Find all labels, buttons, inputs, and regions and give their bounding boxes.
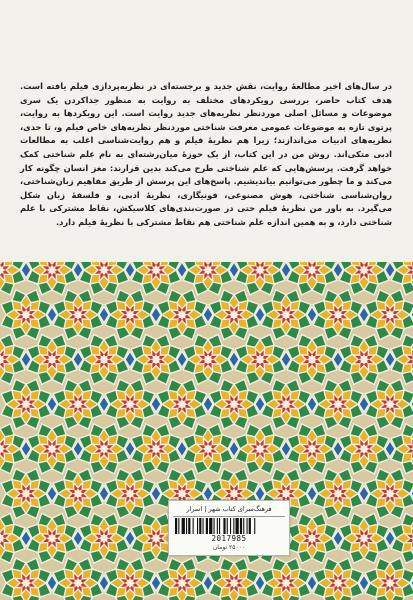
barcode-bar — [236, 518, 239, 534]
pattern-tile — [230, 311, 238, 319]
pattern-tile — [48, 355, 56, 363]
pattern-tile — [100, 266, 108, 274]
pattern-tile — [74, 490, 82, 498]
pattern-tile — [204, 355, 212, 363]
pattern-tile — [74, 311, 82, 319]
pattern-tile — [0, 445, 4, 453]
pattern-tile — [230, 490, 238, 498]
pattern-tile — [126, 400, 134, 408]
pattern-tile — [256, 266, 264, 274]
barcode-bar — [254, 518, 255, 534]
pattern-tile — [308, 266, 316, 274]
pattern-tile — [152, 266, 160, 274]
barcode-bar — [223, 518, 225, 534]
pattern-tile — [282, 400, 290, 408]
sticker-store-name: فرهنگ‌سرای کتاب شهر | اسرار — [173, 503, 285, 517]
pattern-tile — [152, 355, 160, 363]
sticker-price: ۲۵۰۰۰ تومان — [212, 544, 246, 551]
pattern-tile — [126, 579, 134, 587]
barcode-bar — [199, 518, 201, 534]
pattern-tile — [178, 579, 186, 587]
barcode-bar — [219, 518, 220, 534]
pattern-tile — [334, 579, 342, 587]
pattern-tile — [334, 400, 342, 408]
pattern-tile — [230, 579, 238, 587]
barcode-bar — [240, 518, 242, 534]
barcode-bar — [227, 518, 228, 534]
barcode-bar — [249, 518, 251, 534]
pattern-tile — [100, 445, 108, 453]
pattern-tile — [126, 490, 134, 498]
pattern-tile — [282, 490, 290, 498]
pattern-tile — [22, 311, 30, 319]
barcode-bar — [178, 518, 179, 534]
cover-blurb — [20, 80, 392, 230]
barcode-bar — [197, 518, 198, 534]
pattern-tile — [204, 445, 212, 453]
barcode-bar — [188, 518, 190, 534]
pattern-tile — [0, 266, 4, 274]
pattern-tile — [0, 355, 4, 363]
barcode-icon — [175, 518, 283, 534]
pattern-tile — [282, 311, 290, 319]
barcode-bar — [209, 518, 212, 534]
pattern-tile — [334, 490, 342, 498]
pattern-tile — [22, 490, 30, 498]
pattern-tile — [256, 445, 264, 453]
pattern-tile — [152, 534, 160, 542]
pattern-tile — [360, 445, 368, 453]
pattern-tile — [386, 400, 394, 408]
pattern-tile — [308, 534, 316, 542]
pattern-tile — [386, 490, 394, 498]
barcode-bar — [203, 518, 204, 534]
pattern-tile — [230, 400, 238, 408]
pattern-tile — [100, 534, 108, 542]
barcode-bar — [206, 518, 208, 534]
pattern-tile — [256, 355, 264, 363]
sticker-code: 2017985 — [211, 534, 247, 543]
pattern-tile — [386, 311, 394, 319]
pattern-tile — [360, 266, 368, 274]
pattern-tile — [178, 490, 186, 498]
pattern-tile — [152, 445, 160, 453]
pattern-tile — [178, 400, 186, 408]
pattern-tile — [126, 311, 134, 319]
pattern-tile — [308, 445, 316, 453]
barcode-bar — [230, 518, 231, 534]
pattern-tile — [74, 579, 82, 587]
pattern-tile — [48, 266, 56, 274]
barcode-bar — [214, 518, 215, 534]
barcode-bar — [182, 518, 185, 534]
pattern-tile — [0, 534, 4, 542]
pattern-tile — [360, 534, 368, 542]
barcode-bar — [243, 518, 244, 534]
pattern-tile — [48, 445, 56, 453]
pattern-tile — [360, 355, 368, 363]
pattern-tile — [386, 579, 394, 587]
pattern-tile — [74, 400, 82, 408]
pattern-tile — [334, 311, 342, 319]
barcode-sticker — [168, 500, 290, 556]
pattern-tile — [22, 579, 30, 587]
pattern-tile — [22, 400, 30, 408]
barcode-bar — [217, 518, 218, 534]
barcode-bar — [233, 518, 234, 534]
blurb-text: در سال‌های اخیر مطالعهٔ روایت، نقش جدید و برجسته‌ای در نظریه‌پردازی فیلم یافته است. هدف کتاب حاضر، بررسی رویکردهای مختلف به روایت به منظور جداکردن یک سری موضوعات و مسائل اصلی موردنظر نظریه‌های جدید روایت است. این رویکردها به روایت، پرتوی تازه به موضوعات عمومی معرفت شناختی موردنظر نظریه‌های خاص فیلم و، تا حدی، نظریه‌های ادبیات می‌اندازند؛ زیرا هم نظریهٔ فیلم و هم روایت‌شناسی اغلب به مطالعات ادبی متکی‌اند. روش من در این کتاب، از یک حوزهٔ میان‌رشته‌ای به نام علم شناختی کمک خواهد گرفت. پرسش‌هایی که علم شناختی طرح می‌کند بدین قرارند: مغز انسان چگونه کار می‌کند و ما چطور می‌توانیم بیاندیشیم. پاسخ‌های این پرسش از طریق مفاهیم زبان‌شناختی، روان‌شناسی شناختی، هوش مصنوعی، فونیگاری، نظریهٔ ادبی، و فلسفهٔ زبان شکل می‌گیرد. به باور من نظریهٔ فیلم حتی در صورت‌بندی‌های کلاسیکش، نقاط مشترکی با علم شناختی دارد، و به همین اندازه علم شناختی هم نقاط مشترکی با نظریهٔ فیلم دارد. — [20, 81, 392, 227]
barcode-bar — [186, 518, 187, 534]
barcode-bar — [175, 518, 177, 534]
barcode-bar — [193, 518, 194, 534]
pattern-tile — [308, 355, 316, 363]
pattern-tile — [282, 579, 290, 587]
pattern-tile — [178, 311, 186, 319]
pattern-tile — [100, 355, 108, 363]
pattern-tile — [48, 534, 56, 542]
pattern-tile — [204, 266, 212, 274]
barcode-bar — [247, 518, 248, 534]
